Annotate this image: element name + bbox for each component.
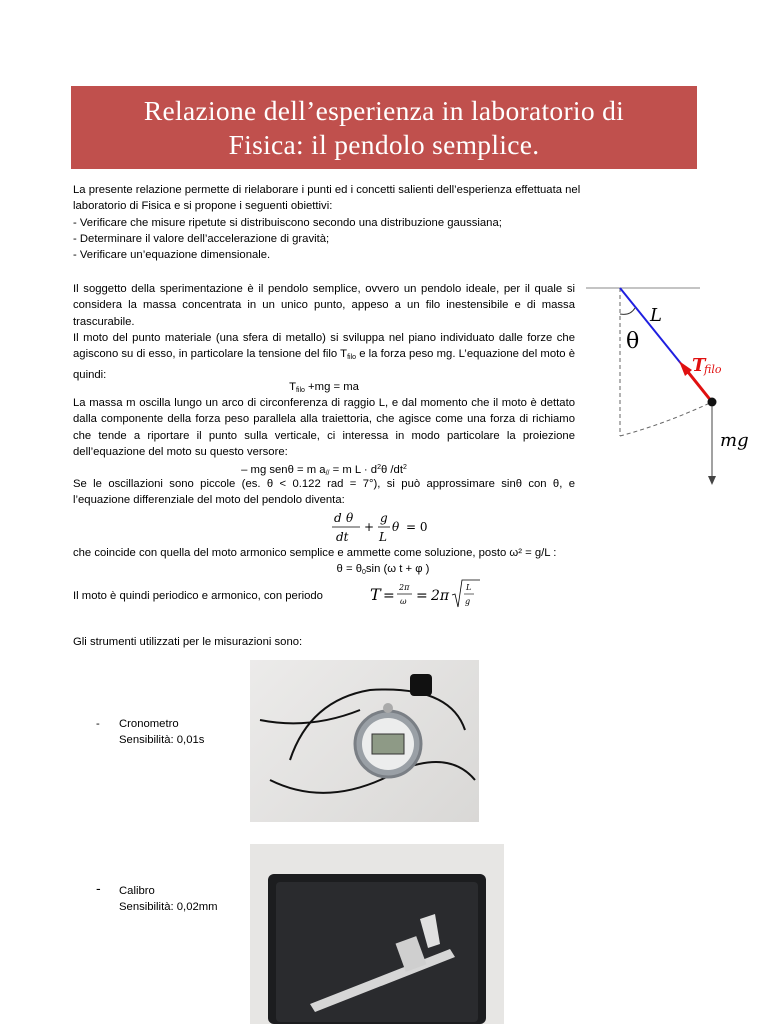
label-L: L — [650, 305, 662, 326]
body-paragraph-3: La massa m oscilla lungo un arco di circonferenza di raggio L, e dal momento che il moto è dettato dalla componente della forza peso parallela alla traiettoria, che agisce come una forza di richiamo che tende a riportare il punto sulla verticale, ci interessa in modo particolare la proiezione dell’equazione del moto su questo versore: — [73, 397, 575, 458]
instrument-name: Calibro — [119, 885, 155, 897]
instrument-2 — [119, 883, 218, 915]
label-T-sub: filo — [704, 363, 722, 376]
instrument-sensitivity: Sensibilità: 0,01s — [119, 734, 205, 746]
differential-equation — [330, 508, 440, 548]
svg-text:2π: 2π — [399, 583, 410, 592]
caliper-photo — [250, 844, 504, 1024]
svg-text:= 0: = 0 — [406, 520, 428, 534]
arc-path — [620, 402, 712, 436]
svg-text:L: L — [466, 583, 472, 592]
body-paragraph-1: Il soggetto della sperimentazione è il pendolo semplice, ovvero un pendolo ideale, per il quale si considera la massa concentrata in un unico punto, appeso a un filo inestensibile e di massa trascurabile. — [73, 283, 575, 328]
svg-text:L: L — [379, 530, 387, 544]
body-paragraph-4: Se le oscillazioni sono piccole (es. θ < 0.122 rad = 7°), si può approssimare sinθ con θ, e l’equazione differenziale del moto del pendolo diventa: — [73, 478, 575, 507]
instrument-sensitivity: Sensibilità: 0,02mm — [119, 901, 218, 913]
equation-projection: – mg senθ = m $a_{//} = m$ $L \cdot d^2\theta$ $/dt^2$ — [241, 464, 407, 477]
svg-text:θ: θ — [346, 511, 354, 525]
svg-text:dt: dt — [336, 530, 349, 544]
stopwatch-photo — [250, 660, 479, 822]
period-formula — [368, 578, 488, 612]
angle-arc — [620, 308, 635, 314]
svg-text:=: = — [383, 588, 395, 604]
body-paragraph-5: che coincide con quella del moto armonico semplice e ammette come soluzione, posto ω² = g/L : — [73, 547, 557, 559]
instrument-dash: - — [96, 880, 101, 896]
svg-text:+: + — [364, 520, 375, 534]
label-T: T — [692, 355, 706, 376]
svg-text:2π: 2π — [431, 588, 450, 604]
body-paragraph-6: Il moto è quindi periodico e armonico, con periodo — [73, 590, 323, 602]
instrument-dash: - — [96, 718, 100, 730]
svg-text:g: g — [380, 511, 388, 525]
equation-motion: $T_{filo} +mg$ = ma — [289, 381, 359, 394]
label-mg: mg — [720, 430, 749, 451]
svg-text:d: d — [334, 511, 342, 525]
pendulum-bob — [708, 398, 717, 407]
svg-text:g: g — [465, 597, 471, 606]
svg-text:θ: θ — [392, 520, 400, 534]
objective-item: - Verificare che misure ripetute si distribuiscono secondo una distribuzione gaussiana; — [73, 216, 502, 229]
objective-item: - Determinare il valore dell’accelerazione di gravità; — [73, 232, 330, 245]
intro-line: La presente relazione permette di rielaborare i punti ed i concetti salienti dell’esperienza effettuata nel — [73, 184, 581, 196]
label-theta: θ — [626, 329, 640, 354]
svg-text:=: = — [416, 588, 428, 604]
pendulum-diagram — [580, 278, 760, 493]
svg-text:ω: ω — [400, 597, 407, 606]
objective-item: - Verificare un’equazione dimensionale. — [73, 249, 271, 262]
body-paragraph-2: Il moto del punto materiale (una sfera di metallo) si sviluppa nel piano individuato dalle forze che agiscono su di esso, in particolare la tensione del filo $T_{filo}$ e la forza peso mg. L’equazione del moto è quindi: — [73, 332, 575, 381]
equation-solution: $\theta = \theta_0\sin$ (ω t + φ ) — [336, 563, 430, 576]
title-line-1: Relazione dell’esperienza in laboratorio di — [143, 95, 625, 126]
instrument-name: Cronometro — [119, 718, 179, 730]
intro-line: laboratorio di Fisica e si propone i seguenti obiettivi: — [73, 200, 333, 213]
title-line-2: Fisica: il pendolo semplice. — [228, 129, 540, 160]
instruments-intro: Gli strumenti utilizzati per le misurazioni sono: — [73, 636, 303, 648]
instrument-1 — [119, 716, 204, 748]
svg-text:T: T — [370, 585, 381, 604]
intro-paragraph — [73, 182, 693, 263]
title-banner — [71, 86, 697, 169]
